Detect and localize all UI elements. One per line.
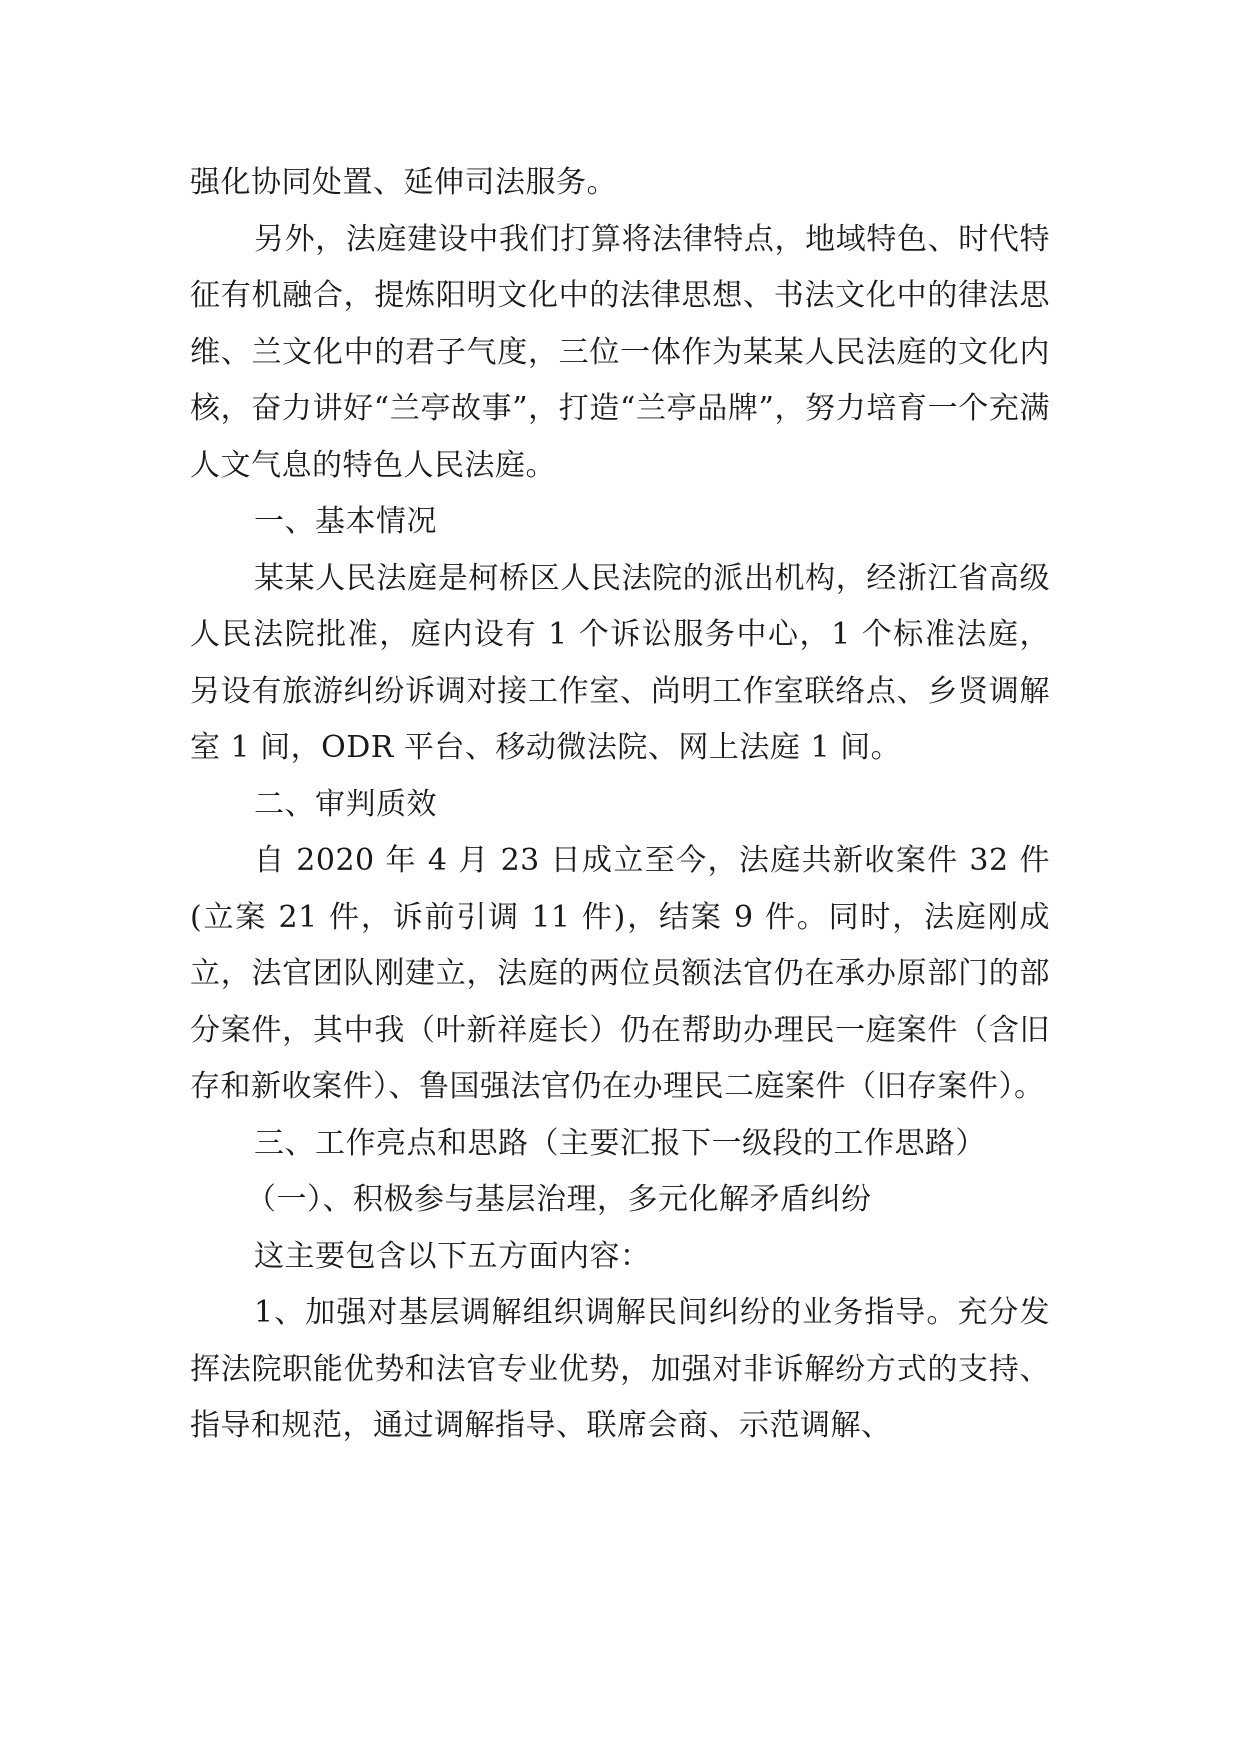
document-body	[190, 155, 1050, 1455]
paragraph-basic-info: 某某人民法庭是柯桥区人民法院的派出机构，经浙江省高级人民法院批准，庭内设有 1 个诉讼服务中心，1 个标准法庭，另设有旅游纠纷诉调对接工作室、尚明工作室联络点、乡贤调解室 1 间，ODR 平台、移动微法院、网上法庭 1 间。	[190, 560, 1050, 765]
subsection-heading-governance: （一）、积极参与基层治理，多元化解矛盾纠纷	[246, 1182, 872, 1217]
paragraph-continuation: 强化协同处置、延伸司法服务。	[190, 165, 617, 200]
section-heading-basic-info: 一、基本情况	[254, 504, 437, 539]
section-heading-highlights: 三、工作亮点和思路（主要汇报下一级段的工作思路）	[254, 1125, 986, 1161]
paragraph-five-aspects: 这主要包含以下五方面内容：	[254, 1238, 651, 1274]
section-heading-trial-efficiency: 二、审判质效	[254, 786, 437, 822]
paragraph-court-culture: 另外，法庭建设中我们打算将法律特点，地域特色、时代特征有机融合，提炼阳明文化中的法律思想、书法文化中的律法思维、兰文化中的君子气度，三位一体作为某某人民法庭的文化内核，奋力讲好“兰亭故事”，打造“兰亭品牌”，努力培育一个充满人文气息的特色人民法庭。	[190, 221, 1050, 483]
paragraph-item-1: 1、加强对基层调解组织调解民间纠纷的业务指导。充分发挥法院职能优势和法官专业优势，加强对非诉解纷方式的支持、指导和规范，通过调解指导、联席会商、示范调解、	[190, 1295, 1050, 1443]
paragraph-trial-efficiency: 自 2020 年 4 月 23 日成立至今，法庭共新收案件 32 件(立案 21 件，诉前引调 11 件)，结案 9 件。同时，法庭刚成立，法官团队刚建立，法庭的两位员额法官仍在承办原部门的部分案件，其中我（叶新祥庭长）仍在帮助办理民一庭案件（含旧存和新收案件）、鲁国强法官仍在办理民二庭案件（旧存案件）。	[190, 843, 1050, 1104]
